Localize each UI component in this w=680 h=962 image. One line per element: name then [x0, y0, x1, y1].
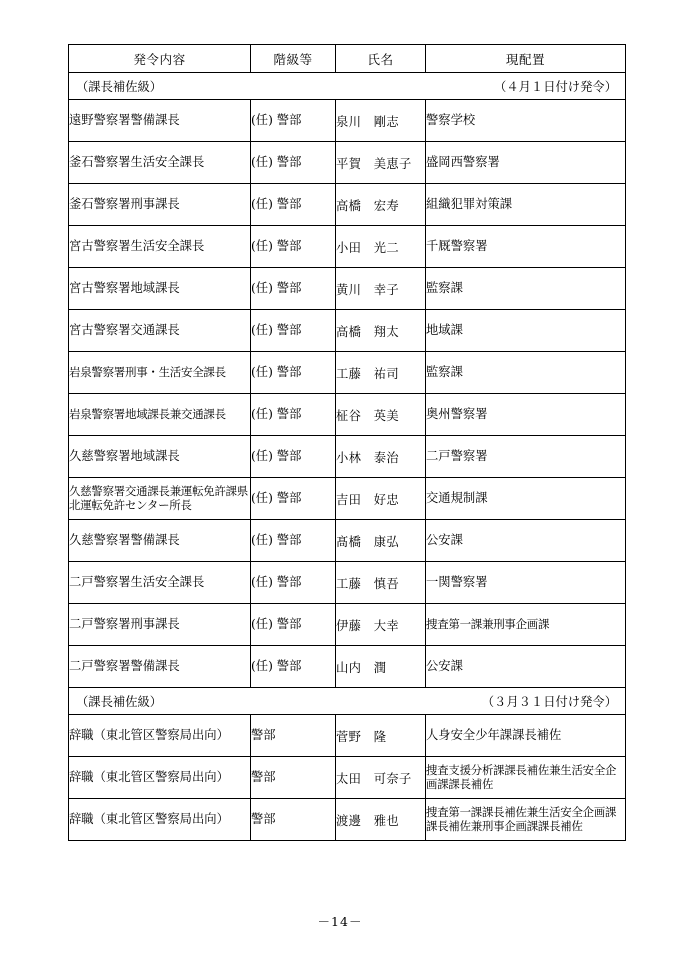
- cell-position: 奥州警察署: [426, 394, 626, 436]
- cell-content: 宮古警察署生活安全課長: [69, 226, 251, 268]
- cell-rank: (任) 警部: [251, 100, 336, 142]
- column-header-rank: 階級等: [251, 45, 336, 73]
- group-label-left: （課長補佐級）: [76, 80, 163, 94]
- table-row: [69, 100, 626, 142]
- table-row: [69, 715, 626, 757]
- cell-rank: 警部: [251, 799, 336, 841]
- cell-position: 人身安全少年課課長補佐: [426, 715, 626, 757]
- cell-position: 捜査第一課課長補佐兼生活安全企画課課長補佐兼刑事企画課課長補佐: [426, 799, 626, 841]
- cell-rank: (任) 警部: [251, 184, 336, 226]
- cell-position: 監察課: [426, 352, 626, 394]
- cell-content: 辞職（東北管区警察局出向）: [69, 799, 251, 841]
- table-row: [69, 604, 626, 646]
- table-row: [69, 352, 626, 394]
- table-row: [69, 478, 626, 520]
- cell-content: 辞職（東北管区警察局出向）: [69, 715, 251, 757]
- cell-content: 遠野警察署警備課長: [69, 100, 251, 142]
- column-header-name: 氏名: [336, 45, 426, 73]
- cell-content: 釜石警察署刑事課長: [69, 184, 251, 226]
- cell-name: 小林 泰治: [336, 436, 426, 478]
- cell-position: 捜査支援分析課課長補佐兼生活安全企画課課長補佐: [426, 757, 626, 799]
- cell-name: 髙橋 康弘: [336, 520, 426, 562]
- table-row: [69, 436, 626, 478]
- cell-rank: (任) 警部: [251, 226, 336, 268]
- cell-name: 泉川 剛志: [336, 100, 426, 142]
- cell-rank: 警部: [251, 757, 336, 799]
- cell-content: 久慈警察署警備課長: [69, 520, 251, 562]
- cell-position: 公安課: [426, 520, 626, 562]
- cell-rank: (任) 警部: [251, 604, 336, 646]
- group-label-right: （３月３１日付け発令）: [481, 695, 617, 709]
- cell-name: 平賀 美恵子: [336, 142, 426, 184]
- cell-rank: 警部: [251, 715, 336, 757]
- table-row: [69, 142, 626, 184]
- cell-name: 高橋 翔太: [336, 310, 426, 352]
- cell-content: 久慈警察署交通課長兼運転免許課県北運転免許センター所長: [69, 478, 251, 520]
- cell-name: 工藤 祐司: [336, 352, 426, 394]
- cell-name: 高橋 宏寿: [336, 184, 426, 226]
- cell-content: 釜石警察署生活安全課長: [69, 142, 251, 184]
- cell-rank: (任) 警部: [251, 142, 336, 184]
- personnel-table: [68, 44, 626, 841]
- cell-name: 太田 可奈子: [336, 757, 426, 799]
- cell-name: 黄川 幸子: [336, 268, 426, 310]
- cell-rank: (任) 警部: [251, 268, 336, 310]
- cell-position: 警察学校: [426, 100, 626, 142]
- cell-rank: (任) 警部: [251, 520, 336, 562]
- table-group-row: [69, 73, 626, 100]
- cell-rank: (任) 警部: [251, 436, 336, 478]
- column-header-position: 現配置: [426, 45, 626, 73]
- cell-position: 二戸警察署: [426, 436, 626, 478]
- cell-content: 岩泉警察署地域課長兼交通課長: [69, 394, 251, 436]
- page-number: －14－: [317, 914, 363, 929]
- cell-name: 工藤 慎吾: [336, 562, 426, 604]
- cell-position: 公安課: [426, 646, 626, 688]
- cell-rank: (任) 警部: [251, 310, 336, 352]
- cell-position: 監察課: [426, 268, 626, 310]
- cell-rank: (任) 警部: [251, 562, 336, 604]
- group-header-cell: [69, 688, 626, 715]
- cell-position: 捜査第一課兼刑事企画課: [426, 604, 626, 646]
- cell-position: 地域課: [426, 310, 626, 352]
- cell-name: 渡邊 雅也: [336, 799, 426, 841]
- cell-position: 組織犯罪対策課: [426, 184, 626, 226]
- cell-content: 久慈警察署地域課長: [69, 436, 251, 478]
- group-label-left: （課長補佐級）: [76, 695, 163, 709]
- cell-position: 盛岡西警察署: [426, 142, 626, 184]
- cell-content: 岩泉警察署刑事・生活安全課長: [69, 352, 251, 394]
- cell-content: 二戸警察署刑事課長: [69, 604, 251, 646]
- table-header-row: [69, 45, 626, 73]
- table-row: [69, 799, 626, 841]
- cell-content: 辞職（東北管区警察局出向）: [69, 757, 251, 799]
- cell-position: 一関警察署: [426, 562, 626, 604]
- table-header: [69, 45, 626, 73]
- column-header-content: 発令内容: [69, 45, 251, 73]
- table-row: [69, 646, 626, 688]
- cell-rank: (任) 警部: [251, 646, 336, 688]
- cell-rank: (任) 警部: [251, 394, 336, 436]
- table-row: [69, 562, 626, 604]
- group-header-cell: [69, 73, 626, 100]
- cell-content: 二戸警察署生活安全課長: [69, 562, 251, 604]
- cell-rank: (任) 警部: [251, 478, 336, 520]
- cell-content: 宮古警察署地域課長: [69, 268, 251, 310]
- table-row: [69, 757, 626, 799]
- cell-position: 交通規制課: [426, 478, 626, 520]
- cell-name: 柾谷 英美: [336, 394, 426, 436]
- cell-name: 菅野 隆: [336, 715, 426, 757]
- cell-rank: (任) 警部: [251, 352, 336, 394]
- table-body: [69, 73, 626, 841]
- table-row: [69, 226, 626, 268]
- table-row: [69, 394, 626, 436]
- cell-name: 小田 光二: [336, 226, 426, 268]
- cell-name: 伊藤 大幸: [336, 604, 426, 646]
- cell-position: 千厩警察署: [426, 226, 626, 268]
- cell-name: 吉田 好忠: [336, 478, 426, 520]
- group-label-right: （４月１日付け発令）: [494, 80, 617, 94]
- cell-content: 宮古警察署交通課長: [69, 310, 251, 352]
- table-row: [69, 520, 626, 562]
- table-row: [69, 184, 626, 226]
- table-row: [69, 268, 626, 310]
- cell-content: 二戸警察署警備課長: [69, 646, 251, 688]
- table-group-row: [69, 688, 626, 715]
- cell-name: 山内 潤: [336, 646, 426, 688]
- table-row: [69, 310, 626, 352]
